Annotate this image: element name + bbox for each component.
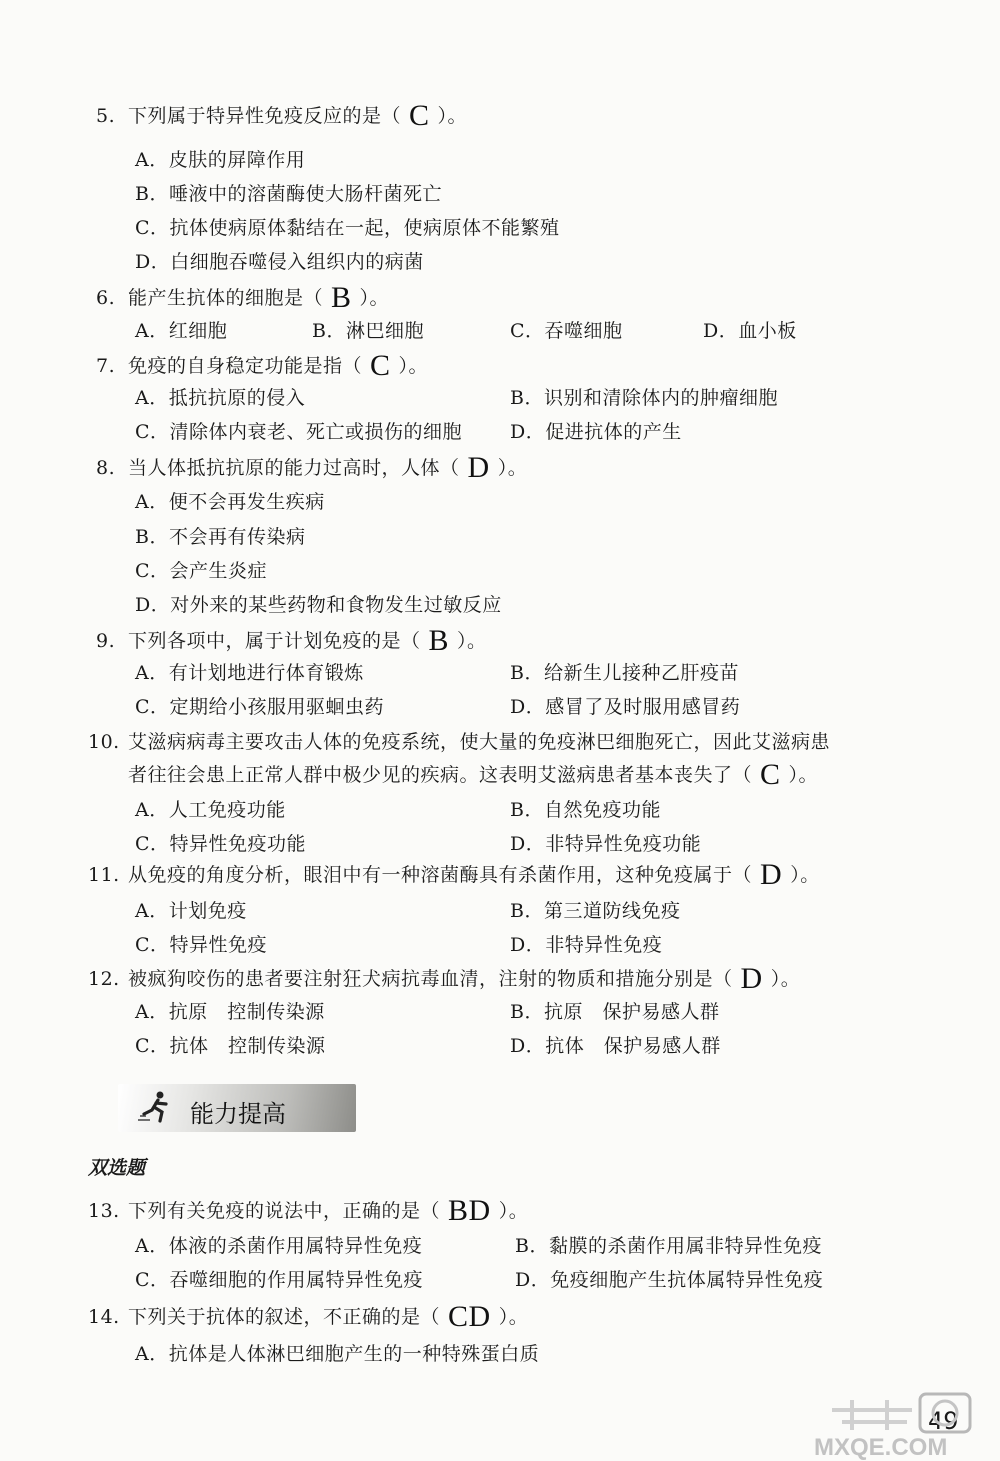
option: C．抗体 控制传染源 <box>135 1035 326 1057</box>
stem-end: ）。 <box>770 968 801 990</box>
stem-end: ）。 <box>790 864 820 886</box>
option: A．抗体是人体淋巴细胞产生的一种特殊蛋白质 <box>135 1343 540 1365</box>
question-number: 7. <box>96 355 116 377</box>
option: A．抗原 控制传染源 <box>135 1001 325 1023</box>
answer-handwritten: BD <box>448 1194 491 1227</box>
section-banner <box>118 1084 356 1132</box>
question-type-label: 双选题 <box>88 1157 146 1179</box>
stem-text: 者往往会患上正常人群中极少见的疾病。这表明艾滋病患者基本丧失了（ <box>128 764 753 786</box>
question-stem <box>128 1194 529 1227</box>
question-stem <box>128 962 801 995</box>
option: B．黏膜的杀菌作用属非特异性免疫 <box>515 1235 822 1257</box>
option: A．皮肤的屏障作用 <box>135 149 306 171</box>
option: C．会产生炎症 <box>135 560 268 582</box>
question-number: 8. <box>96 457 116 479</box>
question-stem <box>128 451 528 484</box>
question-stem: 艾滋病病毒主要攻击人体的免疫系统，使大量的免疫淋巴细胞死亡，因此艾滋病患 <box>128 731 831 753</box>
option: C．特异性免疫功能 <box>135 833 307 855</box>
answer-handwritten: C <box>409 99 430 132</box>
option: B．第三道防线免疫 <box>510 900 681 922</box>
question-number: 12. <box>88 968 120 990</box>
option: B．唾液中的溶菌酶使大肠杆菌死亡 <box>135 183 442 205</box>
option: D．非特异性免疫功能 <box>510 833 702 855</box>
option: D．促进抗体的产生 <box>510 421 682 443</box>
answer-handwritten: B <box>331 281 352 314</box>
option: C．抗体使病原体黏结在一起，使病原体不能繁殖 <box>135 217 560 239</box>
watermark-text: MXQE.COM <box>814 1434 948 1461</box>
option: D．对外来的某些药物和食物发生过敏反应 <box>135 594 502 616</box>
stem-text: 下列各项中，属于计划免疫的是（ <box>128 630 421 652</box>
option: A．体液的杀菌作用属特异性免疫 <box>135 1235 423 1257</box>
option: C．吞噬细胞的作用属特异性免疫 <box>135 1269 424 1291</box>
option: D．感冒了及时服用感冒药 <box>510 696 741 718</box>
option: B．淋巴细胞 <box>312 320 424 342</box>
stem-end: ）。 <box>457 630 487 652</box>
stem-text: 从免疫的角度分析，眼泪中有一种溶菌酶具有杀菌作用，这种免疫属于（ <box>128 864 753 886</box>
question-stem <box>128 281 390 314</box>
stem-end: ）。 <box>788 764 819 786</box>
stem-text: 下列关于抗体的叙述，不正确的是（ <box>128 1306 441 1328</box>
option: A．人工免疫功能 <box>135 799 286 821</box>
option: A．便不会再发生疾病 <box>135 491 325 513</box>
question-stem <box>128 99 468 132</box>
option: C．特异性免疫 <box>135 934 268 956</box>
option: B．不会再有传染病 <box>135 526 306 548</box>
stem-text: 下列有关免疫的说法中，正确的是（ <box>128 1200 441 1222</box>
option: A．有计划地进行体育锻炼 <box>135 662 364 684</box>
option: B．抗原 保护易感人群 <box>510 1001 720 1023</box>
option: A．抵抗抗原的侵入 <box>135 387 306 409</box>
question-number: 13. <box>88 1200 120 1222</box>
question-number: 14. <box>88 1306 120 1328</box>
stem-end: ）。 <box>497 457 528 479</box>
question-stem-continued <box>128 758 819 791</box>
option: A．计划免疫 <box>135 900 247 922</box>
option: D．白细胞吞噬侵入组织内的病菌 <box>135 251 424 273</box>
option: D．血小板 <box>703 320 797 342</box>
answer-handwritten: D <box>740 962 763 995</box>
watermark-logo <box>792 1392 1000 1461</box>
option: C．吞噬细胞 <box>510 320 623 342</box>
answer-handwritten: C <box>370 349 391 382</box>
question-number: 6. <box>96 287 116 309</box>
stem-end: ）。 <box>359 287 390 309</box>
question-stem <box>128 624 487 657</box>
page-number: 49 <box>928 1407 959 1435</box>
answer-handwritten: B <box>428 624 450 657</box>
option: B．识别和清除体内的肿瘤细胞 <box>510 387 778 409</box>
stem-end: ）。 <box>398 355 429 377</box>
answer-handwritten: C <box>760 758 781 791</box>
option: B．给新生儿接种乙肝疫苗 <box>510 662 739 684</box>
question-number: 11. <box>88 864 120 886</box>
stem-text: 被疯狗咬伤的患者要注射狂犬病抗毒血清，注射的物质和措施分别是（ <box>128 968 733 990</box>
option: C．定期给小孩服用驱蛔虫药 <box>135 696 385 718</box>
stem-text: 免疫的自身稳定功能是指（ <box>128 355 363 377</box>
question-stem <box>128 1300 529 1333</box>
answer-handwritten: D <box>760 858 783 891</box>
question-stem <box>128 349 429 382</box>
stem-end: ）。 <box>498 1306 529 1328</box>
option: D．非特异性免疫 <box>510 934 663 956</box>
stem-text: 下列属于特异性免疫反应的是（ <box>128 105 402 127</box>
option: B．自然免疫功能 <box>510 799 661 821</box>
option: C．清除体内衰老、死亡或损伤的细胞 <box>135 421 463 443</box>
question-stem <box>128 858 820 891</box>
option: D．抗体 保护易感人群 <box>510 1035 721 1057</box>
stem-text: 能产生抗体的细胞是（ <box>128 287 324 309</box>
option: A．红细胞 <box>135 320 228 342</box>
question-number: 9. <box>96 630 116 652</box>
banner-title: 能力提高 <box>190 1100 286 1128</box>
answer-handwritten: D <box>467 451 490 484</box>
stem-end: ）。 <box>498 1200 529 1222</box>
stem-end: ）。 <box>437 105 468 127</box>
question-number: 5. <box>96 105 116 127</box>
answer-handwritten: CD <box>448 1300 491 1333</box>
question-number: 10. <box>88 731 120 753</box>
runner-icon <box>136 1090 176 1124</box>
option: D．免疫细胞产生抗体属特异性免疫 <box>515 1269 824 1291</box>
stem-text: 当人体抵抗抗原的能力过高时，人体（ <box>128 457 460 479</box>
